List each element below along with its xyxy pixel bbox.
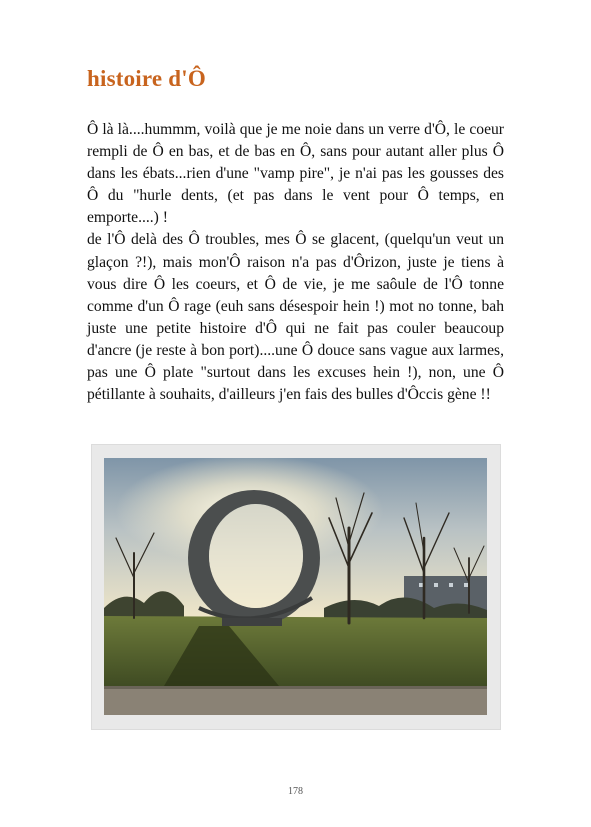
- page-title: histoire d'Ô: [87, 66, 206, 91]
- page-number: 178: [288, 786, 303, 797]
- body-text: [87, 119, 504, 406]
- paragraph: Ô là là....hummm, voilà que je me noie dans un verre d'Ô, le coeur rempli de Ô en bas, et de bas en Ô, sans pour autant aller plus Ô dans les ébats...rien d'une "vamp pire", je n'ai pas les gousses des Ô du "hurle dents, (et pas dans le vent pour Ô temps, en emporte....) !: [87, 121, 504, 227]
- paragraph: de l'Ô delà des Ô troubles, mes Ô se glacent, (quelqu'un veut un glaçon ?!), mais mon'Ô raison n'a pas d'Ôrizon, juste je tiens à vous dire Ô les coeurs, et Ô de vie, je me saôule de l'Ô tonne comme d'un Ô rage (euh sans désespoir hein !) mot no tonne, bah juste une petite histoire d'Ô qui ne fait pas couler beaucoup d'ancre (je reste à bon port)....une Ô douce sans vague aux larmes, pas une Ô plate "surtout dans les excuses hein !), non, une Ô pétillante à souhaits, d'ailleurs j'en fais des bulles d'Ôccis gène !!: [87, 231, 504, 404]
- photo-frame: [91, 444, 501, 730]
- ring-sculpture-photo: [104, 458, 487, 715]
- photo-illustration: [104, 458, 487, 715]
